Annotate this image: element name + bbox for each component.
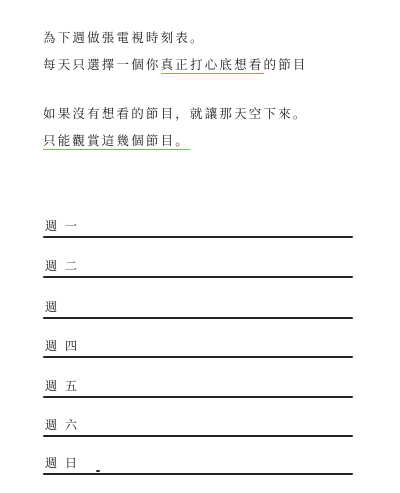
paragraph-gap (43, 82, 383, 104)
day-row-thursday[interactable] (43, 338, 353, 358)
write-in-line (43, 317, 353, 319)
day-label: 週 (45, 300, 66, 314)
instruction-line-4 (43, 131, 383, 151)
write-in-line (43, 236, 353, 238)
write-in-line (43, 435, 353, 437)
day-row-saturday[interactable] (43, 417, 353, 437)
write-in-line (43, 396, 353, 398)
day-row-sunday[interactable] (43, 455, 353, 475)
instruction-line-2 (43, 55, 383, 75)
write-in-line (43, 473, 353, 475)
write-in-line (43, 276, 353, 278)
day-row-tuesday[interactable] (43, 258, 353, 278)
day-row-wednesday[interactable] (43, 299, 353, 319)
instruction-line-3: 如果沒有想看的節目，就讓那天空下來。 (43, 106, 308, 121)
instruction-highlight-rule: 只能觀賞這幾個節目。 (43, 133, 191, 148)
instruction-line-1: 為下週做張電視時刻表。 (43, 30, 205, 45)
day-label: 週五 (45, 379, 86, 393)
day-label: 週二 (45, 259, 86, 273)
instructions-block (43, 28, 383, 158)
write-in-line (43, 356, 353, 358)
day-row-monday[interactable] (43, 218, 353, 238)
stray-pen-mark (96, 470, 100, 472)
instruction-line-2-prefix: 每天只選擇一個你 (43, 57, 161, 72)
day-label: 週六 (45, 418, 86, 432)
instruction-line-2-suffix: 的節目 (263, 57, 308, 72)
instruction-highlight-phrase: 真正打心底想看 (160, 57, 264, 72)
day-label: 週日 (45, 456, 86, 470)
day-label: 週四 (45, 339, 86, 353)
day-label: 週一 (45, 219, 86, 233)
day-row-friday[interactable] (43, 378, 353, 398)
